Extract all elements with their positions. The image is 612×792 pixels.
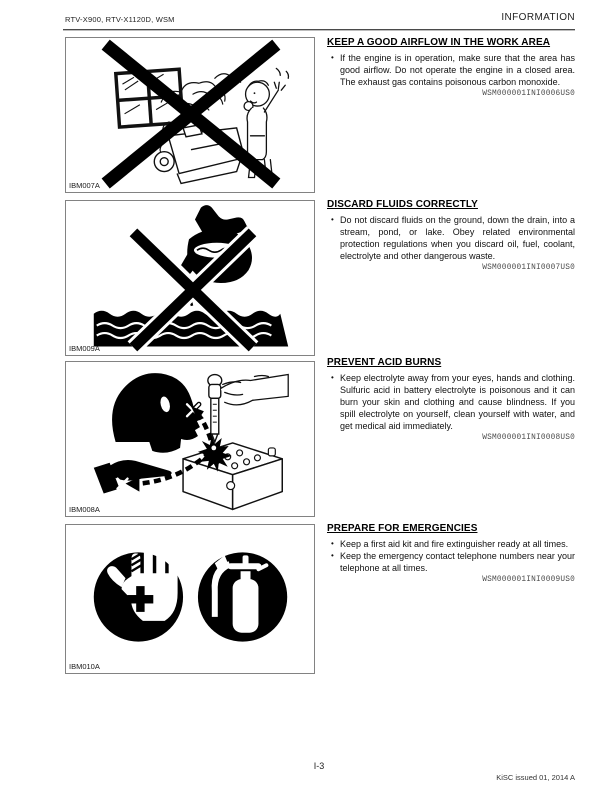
- bullet-glyph: •: [331, 551, 334, 560]
- bullet-text: Do not discard fluids on the ground, down the drain, into a stream, pond, or lake. Obey related environmental protection regulations when you discard oil, fuel, coolant, electrolyte and other dangerous waste.: [340, 215, 575, 261]
- header-rule: [63, 29, 575, 31]
- acid-splash-hazard-icon: [66, 362, 314, 516]
- section-discard-fluids: [327, 199, 575, 272]
- wsm-code: WSM000001INI0006US0: [482, 90, 575, 98]
- bullet-glyph: •: [331, 539, 334, 548]
- bullet-glyph: •: [331, 53, 334, 62]
- bullet-list: [327, 52, 575, 88]
- bullet-item: [327, 214, 575, 262]
- section-title: PREPARE FOR EMERGENCIES: [327, 523, 478, 534]
- bullet-text: Keep the emergency contact telephone numbers near your telephone at all times.: [340, 551, 575, 573]
- section-emergencies: [327, 523, 575, 584]
- bullet-item: [327, 52, 575, 88]
- first-aid-fire-extinguisher-icon: [66, 525, 314, 673]
- bullet-list: [327, 538, 575, 574]
- section-title: KEEP A GOOD AIRFLOW IN THE WORK AREA: [327, 37, 551, 48]
- bullet-list: [327, 372, 575, 432]
- wsm-code: WSM000001INI0009US0: [482, 576, 575, 584]
- figure-label: IBM010A: [69, 662, 100, 671]
- section-title: PREVENT ACID BURNS: [327, 357, 442, 368]
- section-title: DISCARD FLUIDS CORRECTLY: [327, 199, 478, 210]
- wsm-code: WSM000001INI0008US0: [482, 434, 575, 442]
- bullet-list: [327, 214, 575, 262]
- bullet-glyph: •: [331, 373, 334, 382]
- bullet-text: Keep electrolyte away from your eyes, hands and clothing. Sulfuric acid in battery electrolyte is poisonous and it can burn your skin and clothing and cause blindness. If you spill electrolyte on yourself, clean yourself with water, and get medical aid immediately.: [340, 373, 575, 431]
- bullet-item: [327, 372, 575, 432]
- page-number: I-3: [313, 761, 325, 771]
- bullet-item: [327, 538, 575, 550]
- header-section-title: INFORMATION: [501, 12, 575, 23]
- no-engine-in-closed-area-icon: [66, 38, 314, 192]
- figure-label: IBM009A: [69, 344, 100, 353]
- figure-box-airflow: [65, 37, 315, 193]
- issue-note: KiSC issued 01, 2014 A: [496, 773, 575, 782]
- bullet-item: [327, 550, 575, 574]
- section-acid-burns: [327, 357, 575, 442]
- figure-box-discard-fluids: [65, 200, 315, 356]
- no-dumping-fluids-icon: [66, 201, 314, 355]
- figure-label: IBM007A: [69, 181, 100, 190]
- figure-box-acid-burns: [65, 361, 315, 517]
- section-airflow: [327, 37, 575, 98]
- header-model-text: RTV-X900, RTV-X1120D, WSM: [65, 15, 175, 24]
- wsm-code: WSM000001INI0007US0: [482, 264, 575, 272]
- figure-box-emergencies: [65, 524, 315, 674]
- bullet-glyph: •: [331, 215, 334, 224]
- bullet-text: If the engine is in operation, make sure that the area has good airflow. Do not operate the engine in a closed area. The exhaust gas contains poisonous carbon monoxide.: [340, 53, 575, 87]
- figure-label: IBM008A: [69, 505, 100, 514]
- bullet-text: Keep a first aid kit and fire extinguisher ready at all times.: [340, 539, 569, 549]
